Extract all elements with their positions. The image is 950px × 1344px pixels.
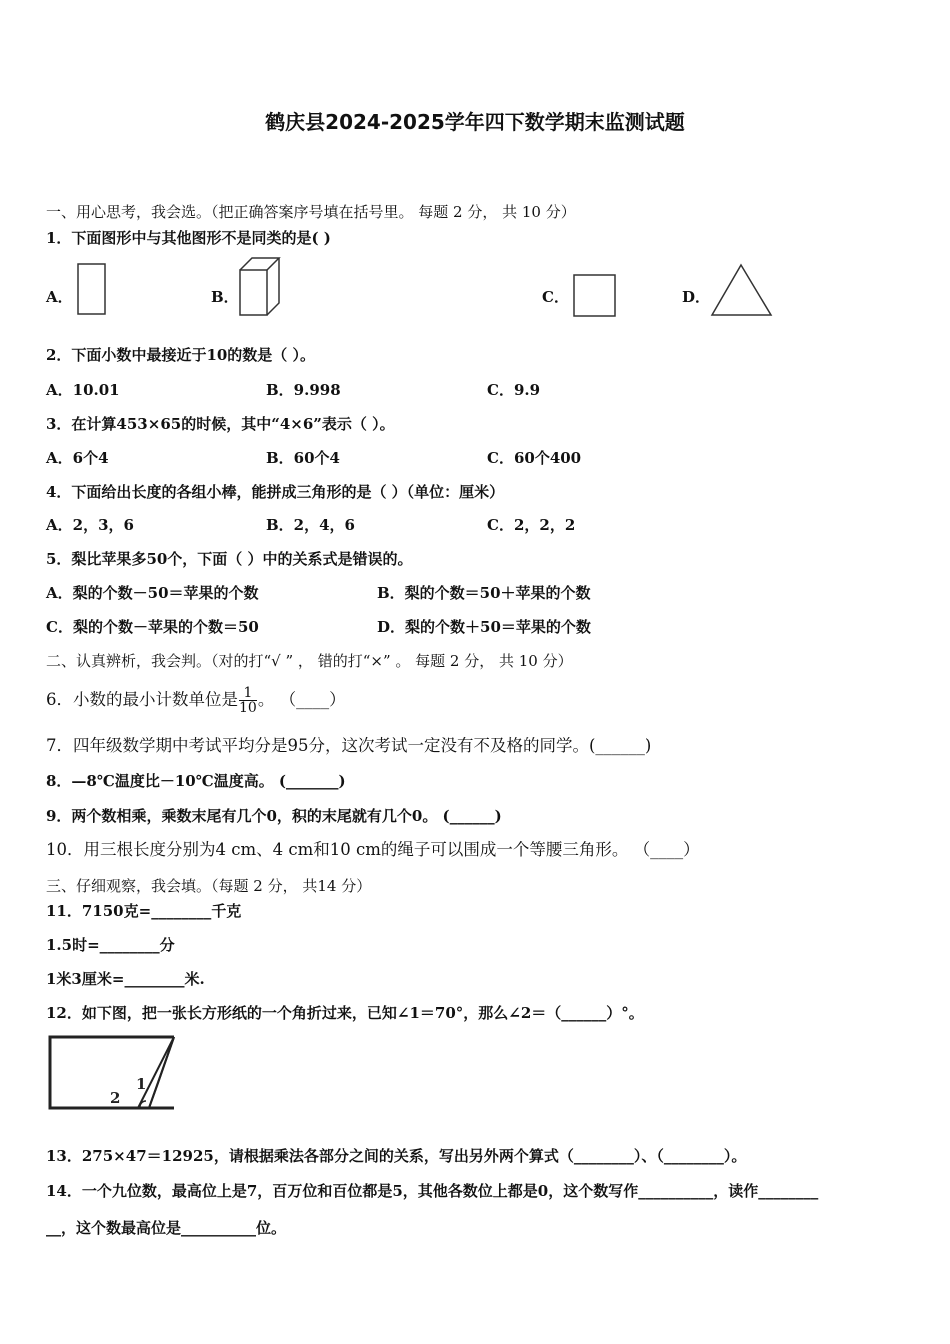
section-3-heading: 三、仔细观察，我会填。（每题 2 分， 共14 分） [46,877,372,895]
fraction-one-tenth [239,686,257,715]
fraction-numerator: 1 [239,686,257,701]
q5-option-a: A．梨的个数－50＝苹果的个数 [46,584,259,602]
q4-option-c: C．2，2，2 [487,516,576,534]
q4-option-b: B．2，4，6 [266,516,355,534]
question-9: 9．两个数相乘，乘数末尾有几个0，积的末尾就有几个0。 (______) [46,807,502,825]
q2-option-b: B．9.998 [266,381,341,399]
question-14-line-1: 14．一个九位数，最高位上是7，百万位和百位都是5，其他各数位上都是0，这个数写作__________，读作________ [46,1182,819,1200]
question-13: 13．275×47＝12925，请根据乘法各部分之间的关系，写出另外两个算式（________）、（________）。 [46,1147,747,1165]
question-2: 2．下面小数中最接近于10的数是（ ）。 [46,346,316,364]
q3-option-a: A．6个4 [46,449,109,467]
q3-option-b: B．60个4 [266,449,340,467]
question-11a: 11．7150克=________千克 [46,902,242,920]
q1-option-c-label: C． [542,288,569,306]
question-10: 10．用三根长度分别为4 cm、4 cm和10 cm的绳子可以围成一个等腰三角形。 （____） [46,840,700,859]
fraction-denominator: 10 [239,700,257,716]
page-title: 鹤庆县2024-2025学年四下数学期末监测试题 [265,110,685,134]
q5-option-c: C．梨的个数－苹果的个数＝50 [46,618,259,636]
q1-option-d-label: D． [682,288,711,306]
triangle-shape [710,262,774,318]
question-3: 3．在计算453×65的时候，其中“4×6”表示（ ）。 [46,415,395,433]
question-8: 8．—8℃温度比－10℃温度高。 (_______) [46,772,346,790]
folded-paper-figure [46,1033,181,1113]
q6-text: 6．小数的最小计数单位是 [46,690,238,709]
question-5: 5．梨比苹果多50个，下面（ ）中的关系式是错误的。 [46,550,413,568]
section-2-heading: 二、认真辨析，我会判。（对的打“√ ” ， 错的打“×” 。 每题 2 分， 共 10 分） [46,652,573,670]
question-6 [46,686,346,715]
question-11b: 1.5时=________分 [46,936,175,954]
question-7: 7．四年级数学期中考试平均分是95分，这次考试一定没有不及格的同学。(______) [46,736,652,755]
question-1: 1．下面图形中与其他图形不是同类的是( ) [46,229,331,247]
question-14-line-2: __，这个数最高位是__________位。 [46,1219,287,1237]
question-4: 4．下面给出长度的各组小棒，能拼成三角形的是（ ）（单位：厘米） [46,483,505,501]
q5-option-d: D．梨的个数＋50＝苹果的个数 [377,618,591,636]
q2-option-c: C．9.9 [487,381,541,399]
q4-option-a: A．2，3，6 [46,516,134,534]
section-1-heading: 一、用心思考，我会选。（把正确答案序号填在括号里。 每题 2 分， 共 10 分） [46,203,576,221]
square-shape [572,273,618,319]
q2-option-a: A．10.01 [46,381,120,399]
question-11c: 1米3厘米=________米. [46,970,205,988]
cuboid-shape [238,256,282,318]
q1-option-a-label: A． [46,288,73,306]
question-12: 12．如下图，把一张长方形纸的一个角折过来，已知∠1＝70°，那么∠2＝（______）°。 [46,1004,644,1022]
q5-option-b: B．梨的个数＝50＋苹果的个数 [377,584,591,602]
tall-rectangle-shape [76,262,108,316]
q3-option-c: C．60个400 [487,449,582,467]
q6-blank: 。 （____） [257,690,346,709]
angle-2-label: 2 [110,1089,121,1107]
q1-option-b-label: B． [211,288,239,306]
angle-1-label: 1 [136,1075,147,1093]
